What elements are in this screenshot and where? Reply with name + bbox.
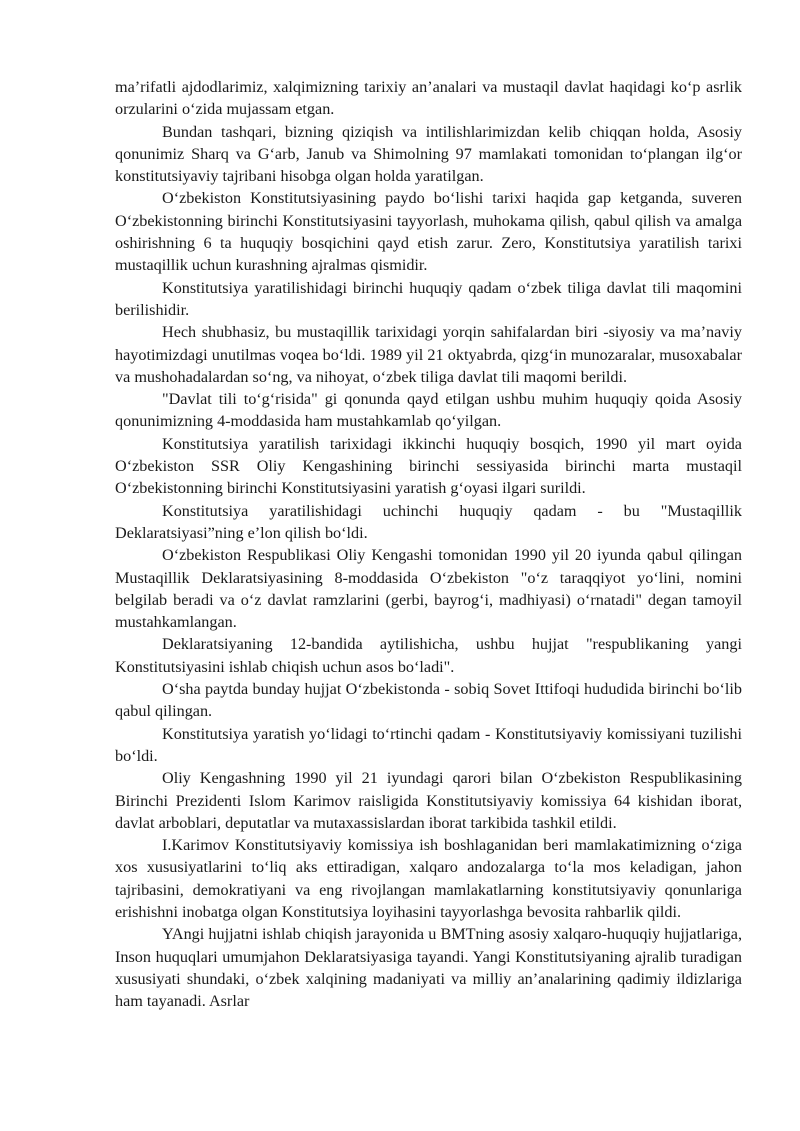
paragraph: O‘zbekiston Respublikasi Oliy Kengashi tomonidan 1990 yil 20 iyunda qabul qilingan Mustaqillik Deklaratsiyasining 8-moddasida O‘zbekiston "o‘z taraqqiyot yo‘lini, nomini belgilab beradi va o‘z davlat ramzlarini (gerbi, bayrog‘i, madhiyasi) o‘rnatadi" degan tamoyil mustahkamlangan. [115, 546, 742, 632]
paragraph: I.Karimov Konstitutsiyaviy komissiya ish boshlaganidan beri mamlakatimizning o‘ziga xos xususiyatlarini to‘liq aks ettiradigan, xalqaro andozalarga to‘la mos keladigan, jahon tajribasini, demokratiyani va eng rivojlangan mamlakatlarning konstitutsiyaviy qonunlariga erishishni inobatga olgan Konstitutsiya loyihasini tayyorlashga bevosita rahbarlik qildi. [115, 836, 742, 921]
paragraph: ma’rifatli ajdodlarimiz, xalqimizning tarixiy an’analari va mustaqil davlat haqidagi ko‘p asrlik orzularini o‘zida mujassam etgan. [115, 78, 742, 119]
paragraph: Hech shubhasiz, bu mustaqillik tarixidagi yorqin sahifalardan biri -siyosiy va ma’naviy hayotimizdagi unutilmas voqea bo‘ldi. 1989 yil 21 oktyabrda, qizg‘in munozaralar, musoxabalar va mushohadalardan so‘ng, va nihoyat, o‘zbek tiliga davlat tili maqomi berildi. [115, 323, 742, 386]
paragraph: Deklaratsiyaning 12-bandida aytilishicha, ushbu hujjat "respublikaning yangi Konstitutsiyasini ishlab chiqish uchun asos bo‘ladi". [115, 635, 742, 676]
paragraph: Oliy Kengashning 1990 yil 21 iyundagi qarori bilan O‘zbekiston Respublikasining Birinchi Prezidenti Islom Karimov raisligida Konstitutsiyaviy komissiya 64 kishidan iborat, davlat arboblari, deputatlar va mutaxassislardan iborat tarkibida tashkil etildi. [115, 769, 742, 832]
paragraph: Bundan tashqari, bizning qiziqish va intilishlarimizdan kelib chiqqan holda, Asosiy qonunimiz Sharq va G‘arb, Janub va Shimolning 97 mamlakati tomonidan to‘plangan ilg‘or konstitutsiyaviy tajribani hisobga olgan holda yaratilgan. [115, 122, 742, 186]
paragraph: Konstitutsiya yaratilishidagi birinchi huquqiy qadam o‘zbek tiliga davlat tili maqomini berilishidir. [115, 278, 742, 319]
paragraph: Konstitutsiya yaratish yo‘lidagi to‘rtinchi qadam - Konstitutsiyaviy komissiyani tuzilishi bo‘ldi. [115, 724, 742, 765]
paragraph: "Davlat tili to‘g‘risida" gi qonunda qayd etilgan ushbu muhim huquqiy qoida Asosiy qonunimizning 4-moddasida ham mustahkamlab qo‘yilgan. [115, 390, 742, 431]
paragraph: Konstitutsiya yaratilish tarixidagi ikkinchi huquqiy bosqich, 1990 yil mart oyida O‘zbekiston SSR Oliy Kengashining birinchi sessiyasida birinchi marta mustaqil O‘zbekistonning birinchi Konstitutsiyasini yaratish g‘oyasi ilgari surildi. [115, 434, 742, 498]
paragraph: YAngi hujjatni ishlab chiqish jarayonida u BMTning asosiy xalqaro-huquqiy hujjatlariga, Inson huquqlari umumjahon Deklaratsiyasiga tayandi. Yangi Konstitutsiyaning ajralib turadigan xususiyati shundaki, o‘zbek xalqining madaniyati va milliy an’analarining qadimiy ildizlariga ham tayanadi. Asrlar [115, 925, 742, 1011]
document-page [115, 76, 742, 1012]
paragraph: O‘zbekiston Konstitutsiyasining paydo bo‘lishi tarixi haqida gap ketganda, suveren O‘zbekistonning birinchi Konstitutsiyasini tayyorlash, muhokama qilish, qabul qilish va amalga oshirishning 6 ta huquqiy bosqichini qayd etish zarur. Zero, Konstitutsiya yaratilish tarixi mustaqillik uchun kurashning ajralmas qismidir. [115, 189, 742, 275]
paragraph: Konstitutsiya yaratilishidagi uchinchi huquqiy qadam - bu "Mustaqillik Deklaratsiyasi”ning e’lon qilish bo‘ldi. [115, 501, 742, 542]
paragraph: O‘sha paytda bunday hujjat O‘zbekistonda - sobiq Sovet Ittifoqi hududida birinchi bo‘lib qabul qilingan. [115, 680, 742, 721]
